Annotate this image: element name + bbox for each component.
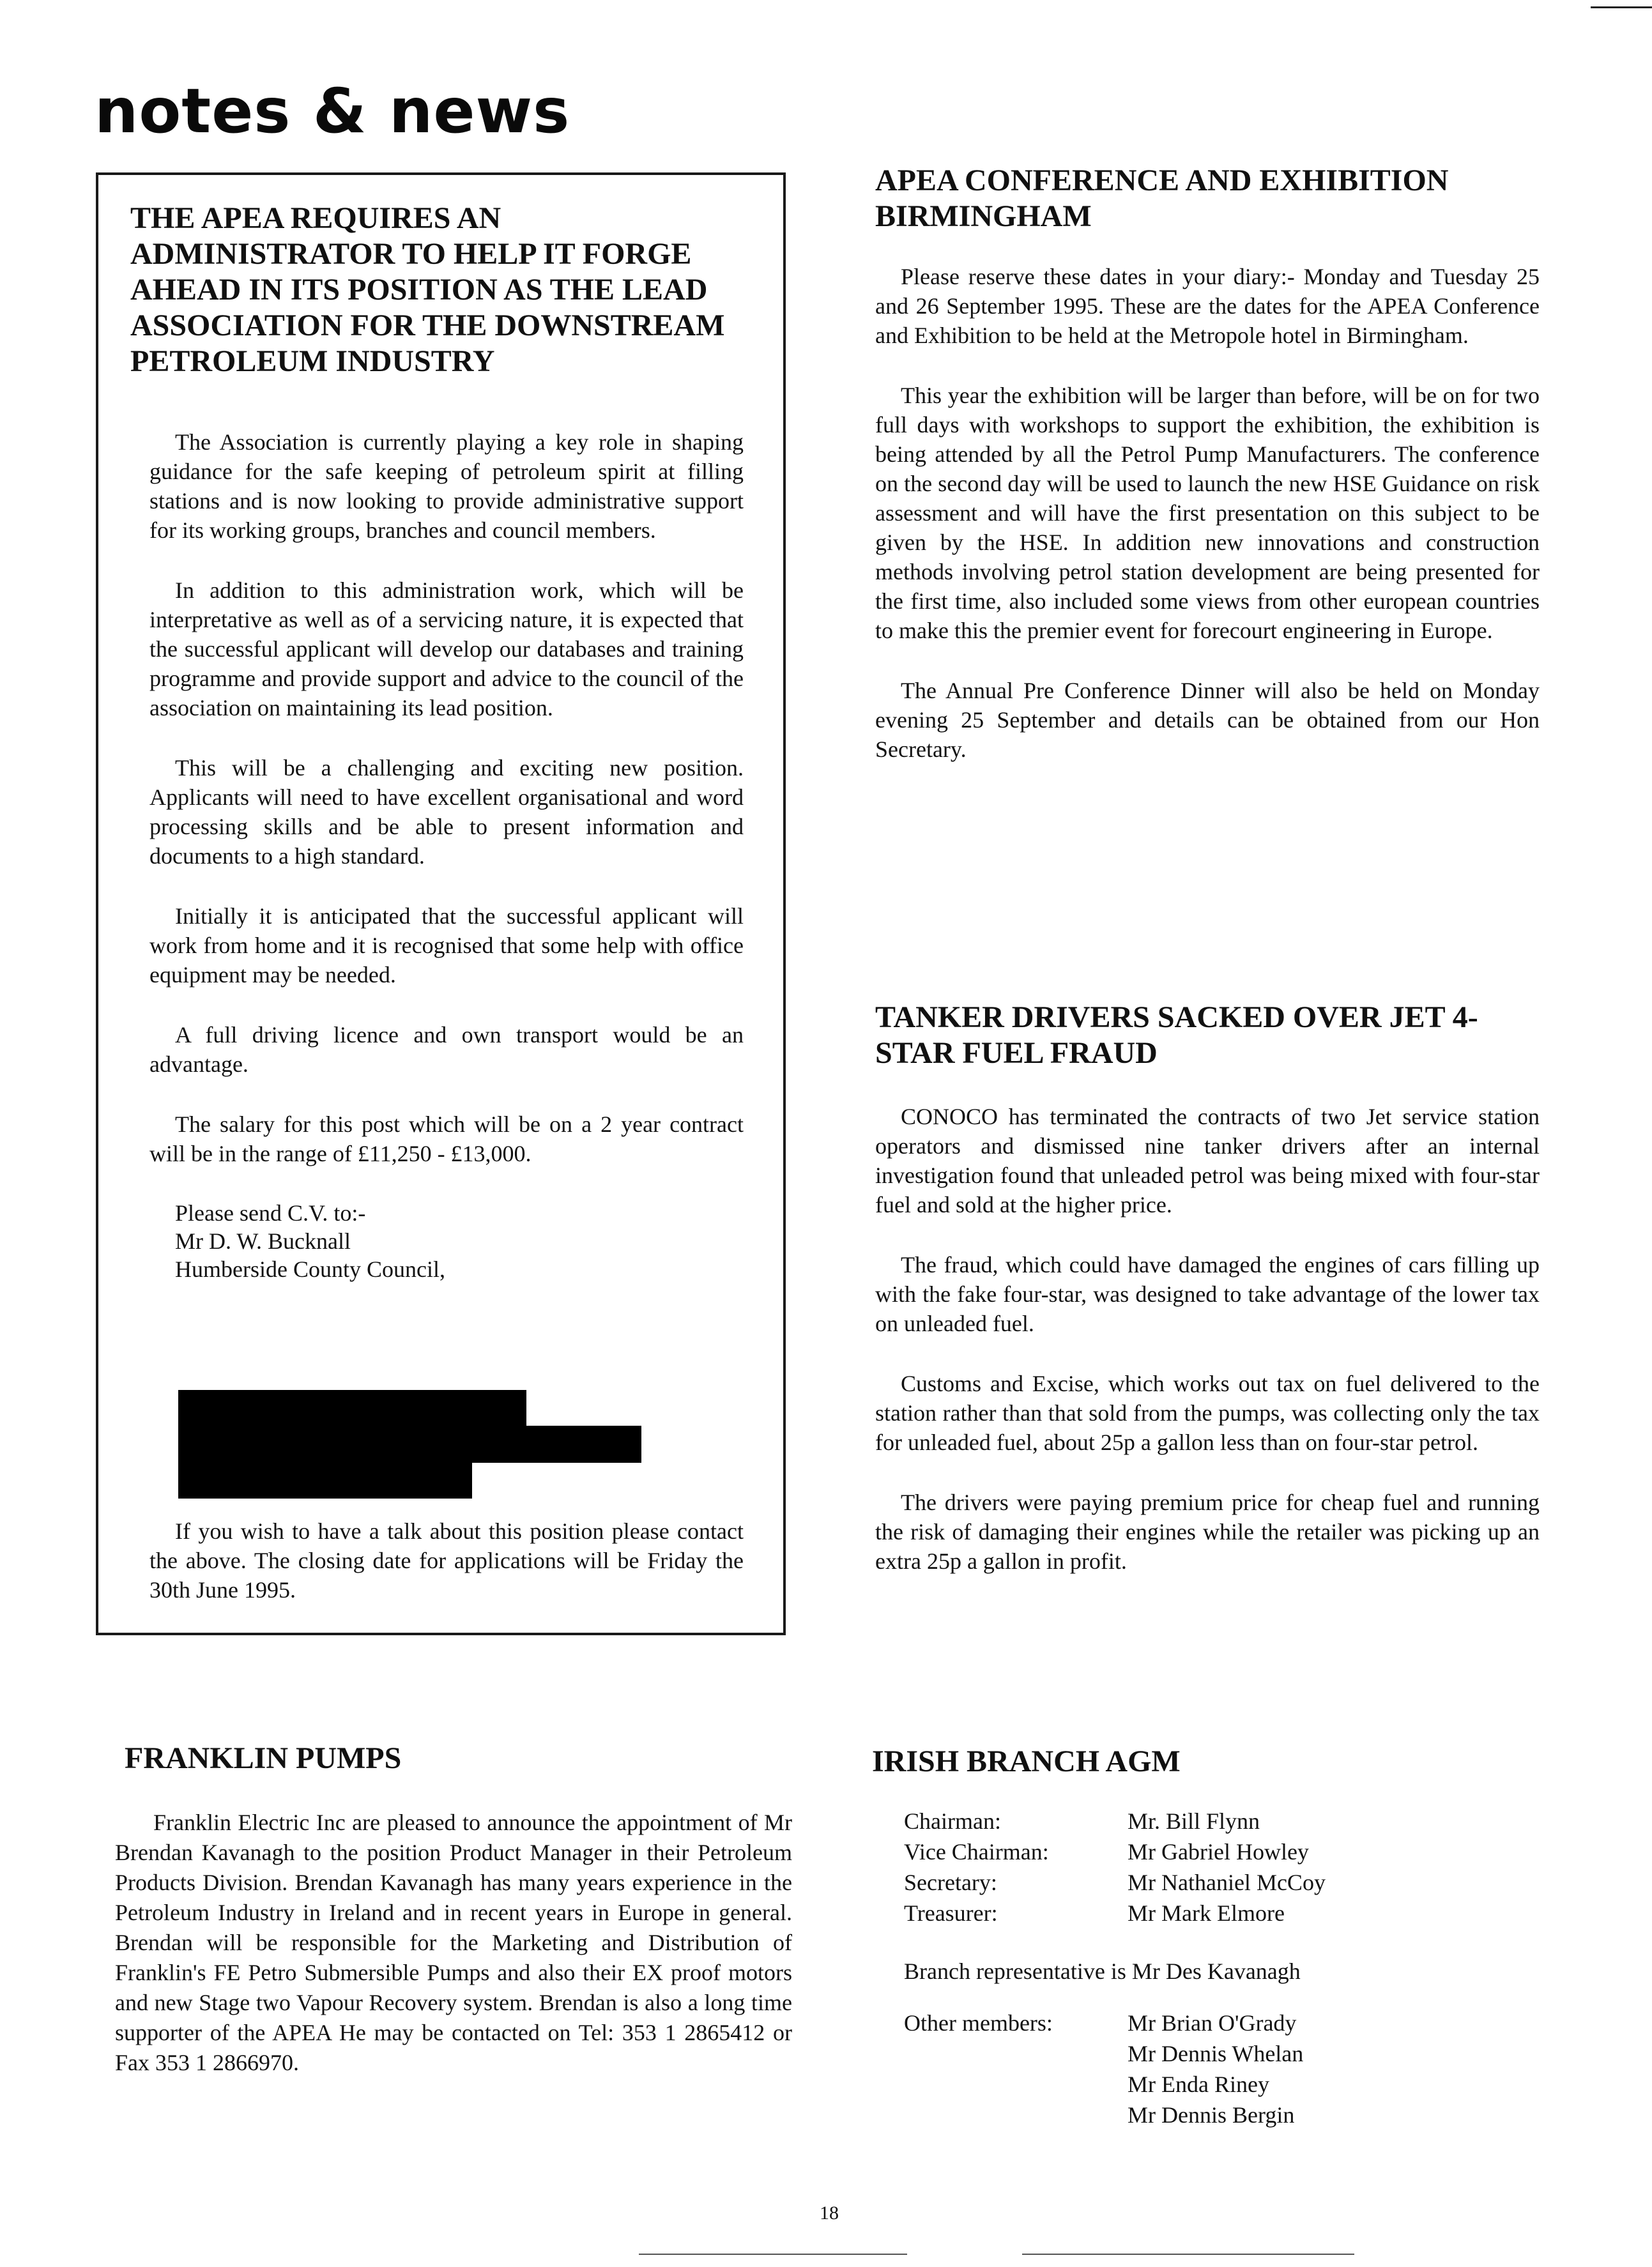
officer-row <box>904 1808 1326 1838</box>
contact-line: Please send C.V. to:- <box>175 1200 366 1226</box>
officer-row <box>904 1900 1326 1930</box>
other-members-label: Other members: <box>904 2010 1053 2036</box>
franklin-heading: FRANKLIN PUMPS <box>125 1741 402 1775</box>
job-ad-paragraph: In addition to this administration work, which will be interpretative as well as of a servicing nature, it is expected that the successful applicant will develop our databases and training programme and provide support and advice to the council of the association on maintaining its lead position. <box>149 577 744 721</box>
redaction-block <box>178 1462 472 1499</box>
scan-rule <box>639 2254 907 2255</box>
member-name: Mr Dennis Whelan <box>1128 2041 1304 2066</box>
job-ad-paragraph: Initially it is anticipated that the successful applicant will work from home and it is recognised that some help with office equipment may be needed. <box>149 903 744 988</box>
tanker-paragraph: CONOCO has terminated the contracts of two Jet service station operators and dismissed nine tanker drivers after an internal investigation found that unleaded petrol was being mixed with four-star fuel and sold at the higher price. <box>875 1104 1540 1217</box>
redaction-block <box>178 1426 641 1463</box>
scan-rule <box>1591 6 1652 8</box>
contact-line: Mr D. W. Bucknall <box>175 1228 351 1254</box>
redaction-block <box>178 1390 526 1427</box>
officer-row <box>904 1838 1326 1869</box>
conference-paragraph: This year the exhibition will be larger than before, will be on for two full days with workshops to support the exhibition, the exhibition is being attended by all the Petrol Pump Manufacturers. The conference on the second day will be used to launch the new HSE Guidance on risk assessment and will have the first presentation on this subject to be given by the HSE. In addition new innovations and construction methods involving petrol station development are being presented for the first time, also included some views from other european countries to make this the premier event for forecourt engineering in Europe. <box>875 383 1540 643</box>
franklin-body <box>115 1808 792 2078</box>
contact-address <box>149 1199 744 1283</box>
masthead: notes & news <box>95 75 570 147</box>
job-ad-closing: If you wish to have a talk about this position please contact the above. The closing date for applications will be Friday the 30th June 1995. <box>149 1518 744 1603</box>
officers-table <box>904 1808 1326 1930</box>
tanker-paragraph: Customs and Excise, which works out tax on fuel delivered to the station rather than that sold from the pumps, was collecting only the tax for unleaded fuel, about 25p a gallon less than on four-star petrol. <box>875 1371 1540 1455</box>
officer-name: Mr Mark Elmore <box>1128 1900 1285 1926</box>
member-row <box>904 2040 1303 2071</box>
member-name: Mr Dennis Bergin <box>1128 2102 1295 2128</box>
conference-paragraph: The Annual Pre Conference Dinner will also be held on Monday evening 25 September and details can be obtained from our Hon Secretary. <box>875 678 1540 762</box>
officer-role: Chairman: <box>904 1808 1001 1834</box>
job-ad-paragraph: This will be a challenging and exciting new position. Applicants will need to have excellent organisational and word processing skills and be able to present information and documents to a high standard. <box>149 755 744 869</box>
contact-line: Humberside County Council, <box>175 1256 445 1282</box>
scan-rule <box>1022 2254 1354 2255</box>
officer-role: Treasurer: <box>904 1900 998 1926</box>
franklin-paragraph: Franklin Electric Inc are pleased to announce the appointment of Mr Brendan Kavanagh to the position Product Manager in their Petroleum Products Division. Brendan Kavanagh has many years experience in the Petroleum Industry in Ireland and in recent years in Europe in general. Brendan will be responsible for the Marketing and Distribution of Franklin's FE Petro Submersible Pumps and also their EX proof motors and new Stage two Vapour Recovery system. Brendan is also a long time supporter of the APEA He may be contacted on Tel: 353 1 2865412 or Fax 353 1 2866970. <box>115 1810 792 2075</box>
officer-role: Secretary: <box>904 1870 997 1895</box>
conference-body <box>875 262 1540 764</box>
job-ad-paragraph: A full driving licence and own transport would be an advantage. <box>149 1022 744 1077</box>
conference-paragraph: Please reserve these dates in your diary:- Monday and Tuesday 25 and 26 September 1995. These are the dates for the APEA Conference and Exhibition to be held at the Metropole hotel in Birmingham. <box>875 264 1540 348</box>
irish-agm-heading: IRISH BRANCH AGM <box>872 1744 1181 1778</box>
other-members-table <box>904 2010 1303 2132</box>
branch-representative: Branch representative is Mr Des Kavanagh <box>904 1958 1301 1984</box>
job-ad-salary: The salary for this post which will be on a 2 year contract will be in the range of £11,250 - £13,000. <box>149 1111 744 1166</box>
tanker-paragraph: The fraud, which could have damaged the engines of cars filling up with the fake four-star, was designed to take advantage of the lower tax on unleaded fuel. <box>875 1252 1540 1336</box>
member-row <box>904 2102 1303 2132</box>
officer-name: Mr Gabriel Howley <box>1128 1839 1309 1865</box>
job-ad-paragraph: The Association is currently playing a key role in shaping guidance for the safe keeping of petroleum spirit at filling stations and is now looking to provide administrative support for its working groups, branches and council members. <box>149 429 744 543</box>
conference-heading: APEA CONFERENCE AND EXHIBITION BIRMINGHAM <box>875 164 1449 233</box>
tanker-heading: TANKER DRIVERS SACKED OVER JET 4-STAR FUEL FRAUD <box>875 1000 1478 1070</box>
tanker-paragraph: The drivers were paying premium price for cheap fuel and running the risk of damaging their engines while the retailer was picking up an extra 25p a gallon in profit. <box>875 1490 1540 1574</box>
member-name: Mr Brian O'Grady <box>1128 2010 1297 2036</box>
job-ad-body <box>149 427 744 1283</box>
member-name: Mr Enda Riney <box>1128 2072 1269 2097</box>
officer-role: Vice Chairman: <box>904 1839 1049 1865</box>
job-ad-heading: THE APEA REQUIRES AN ADMINISTRATOR TO HELP IT FORGE AHEAD IN ITS POSITION AS THE LEAD ASSOCIATION FOR THE DOWNSTREAM PETROLEUM INDUSTRY <box>130 201 725 378</box>
irish-agm-body <box>904 1808 1543 2132</box>
officer-name: Mr. Bill Flynn <box>1128 1808 1260 1834</box>
officer-name: Mr Nathaniel McCoy <box>1128 1870 1326 1895</box>
member-row <box>904 2071 1303 2102</box>
tanker-body <box>875 1102 1540 1576</box>
page-number: 18 <box>820 2202 839 2224</box>
member-row <box>904 2010 1303 2040</box>
job-ad-box <box>96 172 786 1635</box>
officer-row <box>904 1869 1326 1900</box>
